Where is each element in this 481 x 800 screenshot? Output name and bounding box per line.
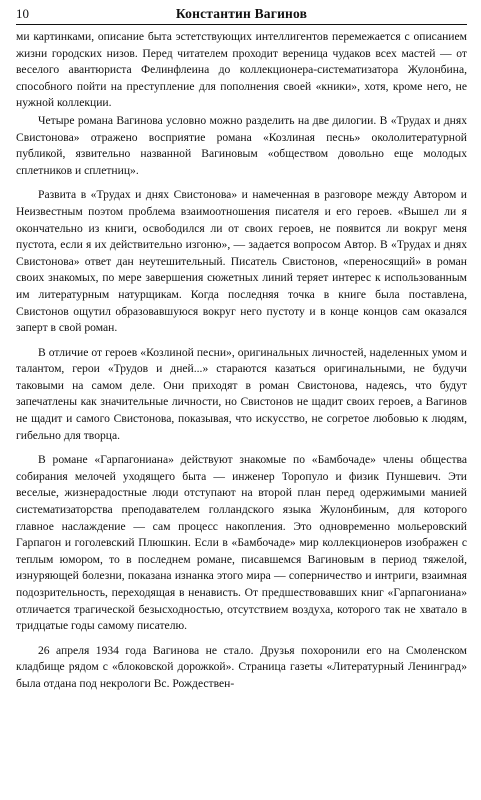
paragraph-5: В романе «Гарпагониана» действуют знакомые по «Бамбочаде» члены общества собирания мелочей уходящего быта — инженер Торопуло и физик Пуншевич. Эти веселые, жизнерадостные люди отступают на второй план перед одержимыми манией систематизаторства преподавателем голландского языка Жулонбиным, для которого главное наслаждение — сам процесс накопления. Это одновременно мольеровский Гарпагон и гоголевский Плюшкин. Если в «Бамбочаде» мир коллекционеров изображен с теплым юмором, то в последнем романе, писавшемся Вагиновым в период тяжелой, изнуряющей болезни, показана изнанка этого мира — соперничество и интриги, взаимная подозрительность, переходящая в ненависть. От предшествовавших книг «Гарпагониана» отличается трагической безысходностью, отсутствием воздуха, которого так не хватало в тридцатые годы самому писателю. xyxy=(16,453,467,633)
paragraph-3: Развита в «Трудах и днях Свистонова» и намеченная в разговоре между Автором и Неизвестным поэтом проблема взаимоотношения писателя и его героев. «Вышел ли я окончательно из книги, освободился ли от своих героев, не появится ли вокруг меня пустота, если я их действительно изгоню», — задается вопросом Автор. В «Трудах и днях Свистонова» ответ дан неутешительный. Писатель Свистонов, «переносящий» в роман своих знакомых, по мере завершения сюжетных линий теряет интерес к использованным им литературным натурщикам. Когда последняя точка в книге была поставлена, Свистонов ощутил образовавшуюся вокруг него пустоту и в конце концов сам оказался заперт в свой роман. xyxy=(16,188,467,335)
paragraph-6: 26 апреля 1934 года Вагинова не стало. Друзья похоронили его на Смоленском кладбище рядом с «блоковской дорожкой». Страница газеты «Литературный Ленинград» была отдана под некрологи Вс. Рождествен- xyxy=(16,643,467,690)
paragraph-4: В отличие от героев «Козлиной песни», оригинальных личностей, наделенных умом и талантом, герои «Трудов и дней...» стараются казаться оригинальными, не будучи таковыми на самом деле. Они приходят в роман Свистонова, надеясь, что будут запечатлены как значительные личности, но Свистонов не щадит своих героев, а Вагинов не щадит и самого Свистонова, показывая, что искусство, не согретое любовью к людям, гибельно для творца. xyxy=(16,345,467,442)
running-title: Константин Вагинов xyxy=(175,6,308,21)
page-header xyxy=(16,0,467,25)
page-number: 10 xyxy=(16,6,29,21)
paragraph-1: ми картинками, описание быта эстетствующих интеллигентов перемежается с описанием жизни городских низов. Перед читателем проходит вереница чудаков всех мастей — от веселого авантюриста Фелинфлеина до коллекционера-систематизатора Жулонбина, способного пойти на преступление для пополнения своей «кники», хотя, кроме него, не нужной коллекции. xyxy=(16,30,467,110)
body-text xyxy=(16,29,467,693)
paragraph-2: Четыре романа Вагинова условно можно разделить на две дилогии. В «Трудах и днях Свистонова» отражено восприятие романа «Козлиная песнь» окололитературной публикой, язвительно названной Вагиновым «обществом довольно еще молодых сплетников и сплетниц». xyxy=(16,113,467,177)
